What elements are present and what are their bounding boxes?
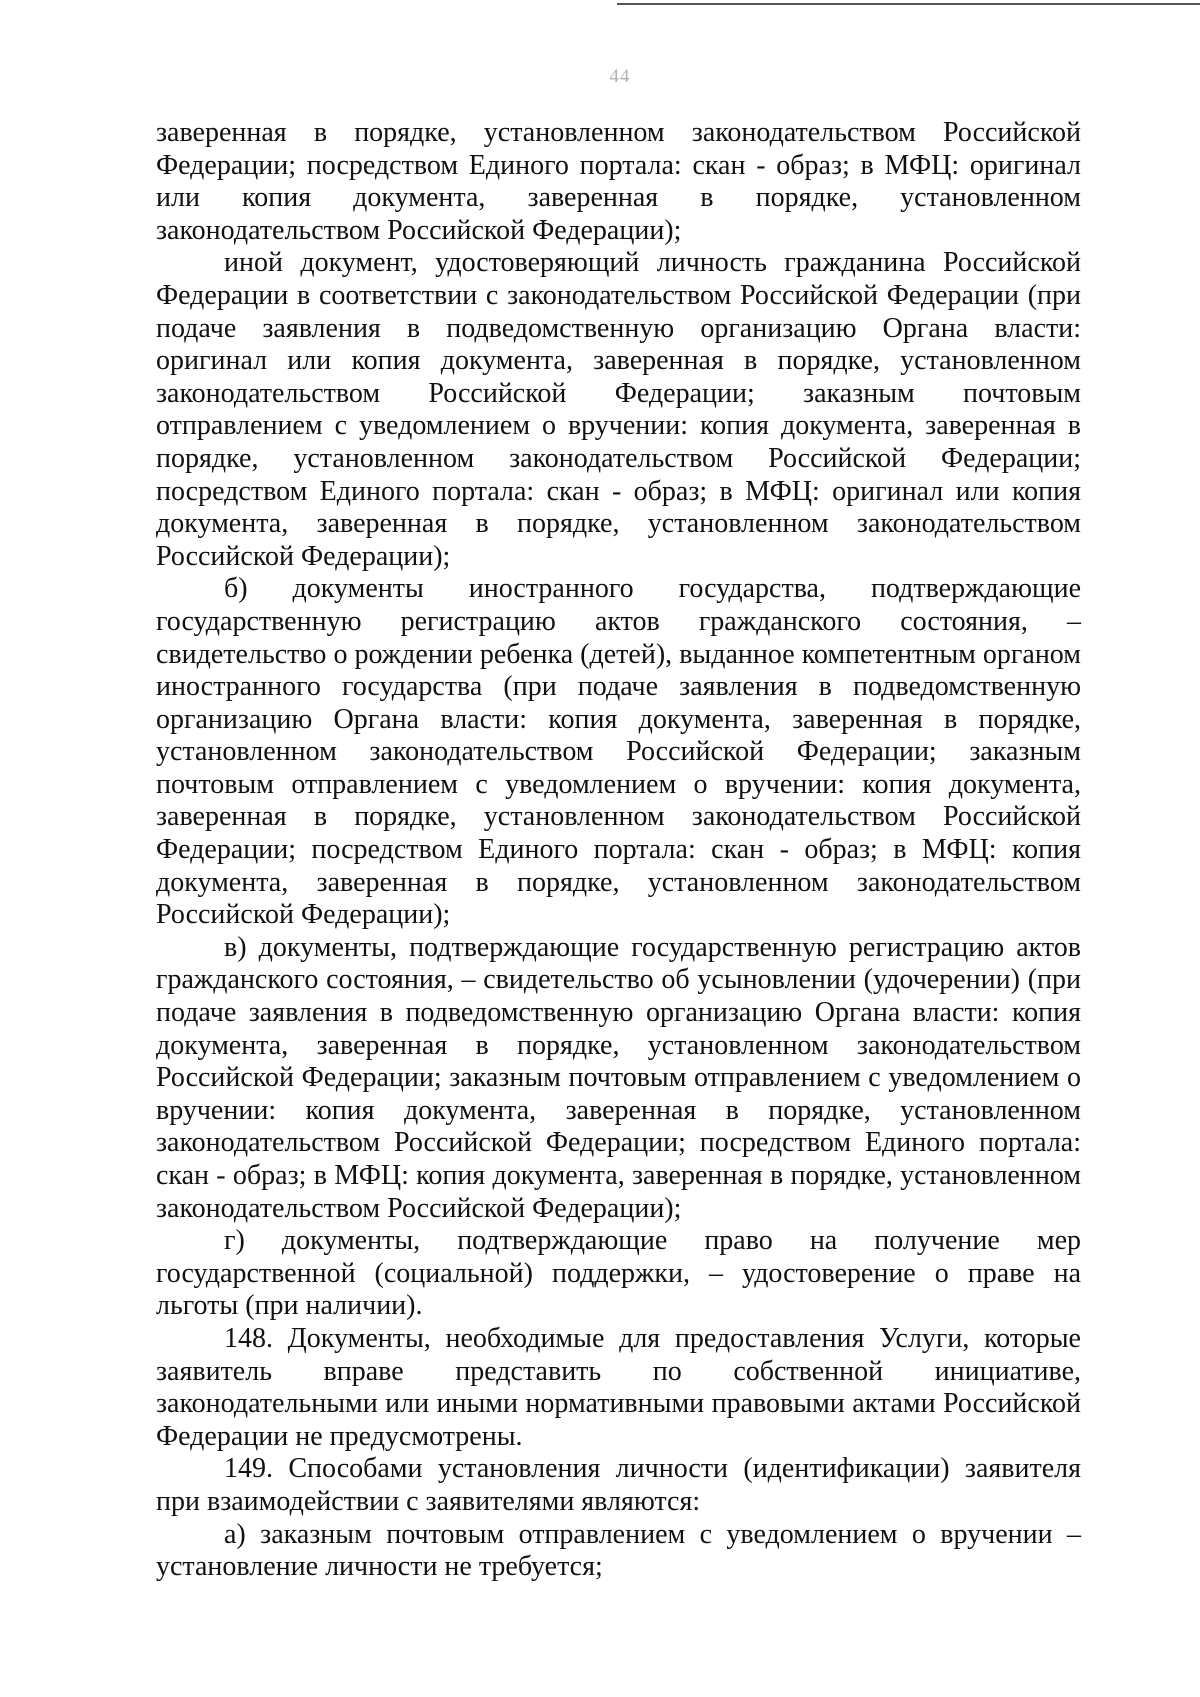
document-body	[156, 117, 1081, 1584]
top-edge-rule	[617, 3, 1200, 5]
paragraph-item-v: в) документы, подтверждающие государственную регистрацию актов гражданского состояния, – свидетельство об усыновлении (удочерении) (при подаче заявления в подведомственную организацию Органа власти: копия документа, заверенная в порядке, установленном законодательством Российской Федерации; заказным почтовым отправлением с уведомлением о вручении: копия документа, заверенная в порядке, установленном законодательством Российской Федерации; посредством Единого портала: скан - образ; в МФЦ: копия документа, заверенная в порядке, установленном законодательством Российской Федерации);	[156, 931, 1081, 1224]
paragraph-item-a: а) заказным почтовым отправлением с уведомлением о вручении – установление личности не требуется;	[156, 1518, 1081, 1583]
page-number: 44	[609, 66, 631, 87]
paragraph-identity-document: иной документ, удостоверяющий личность гражданина Российской Федерации в соответствии с законодательством Российской Федерации (при подаче заявления в подведомственную организацию Органа власти: оригинал или копия документа, заверенная в порядке, установленном законодательством Российской Федерации; заказным почтовым отправлением с уведомлением о вручении: копия документа, заверенная в порядке, установленном законодательством Российской Федерации; посредством Единого портала: скан - образ; в МФЦ: оригинал или копия документа, заверенная в порядке, установленном законодательством Российской Федерации);	[156, 247, 1081, 572]
paragraph-item-g: г) документы, подтверждающие право на получение мер государственной (социальной) поддержки, – удостоверение о праве на льготы (при наличии).	[156, 1225, 1081, 1322]
paragraph-148: 148. Документы, необходимые для предоставления Услуги, которые заявитель вправе представить по собственной инициативе, законодательными или иными нормативными правовыми актами Российской Федерации не предусмотрены.	[156, 1322, 1081, 1452]
paragraph-item-b: б) документы иностранного государства, подтверждающие государственную регистрацию актов гражданского состояния, – свидетельство о рождении ребенка (детей), выданное компетентным органом иностранного государства (при подаче заявления в подведомственную организацию Органа власти: копия документа, заверенная в порядке, установленном законодательством Российской Федерации; заказным почтовым отправлением с уведомлением о вручении: копия документа, заверенная в порядке, установленном законодательством Российской Федерации; посредством Единого портала: скан - образ; в МФЦ: копия документа, заверенная в порядке, установленном законодательством Российской Федерации);	[156, 573, 1081, 931]
paragraph-149: 149. Способами установления личности (идентификации) заявителя при взаимодействии с заявителями являются:	[156, 1453, 1081, 1517]
paragraph-continuation: заверенная в порядке, установленном законодательством Российской Федерации; посредством Единого портала: скан - образ; в МФЦ: оригинал или копия документа, заверенная в порядке, установленном законодательством Российской Федерации);	[156, 117, 1081, 246]
